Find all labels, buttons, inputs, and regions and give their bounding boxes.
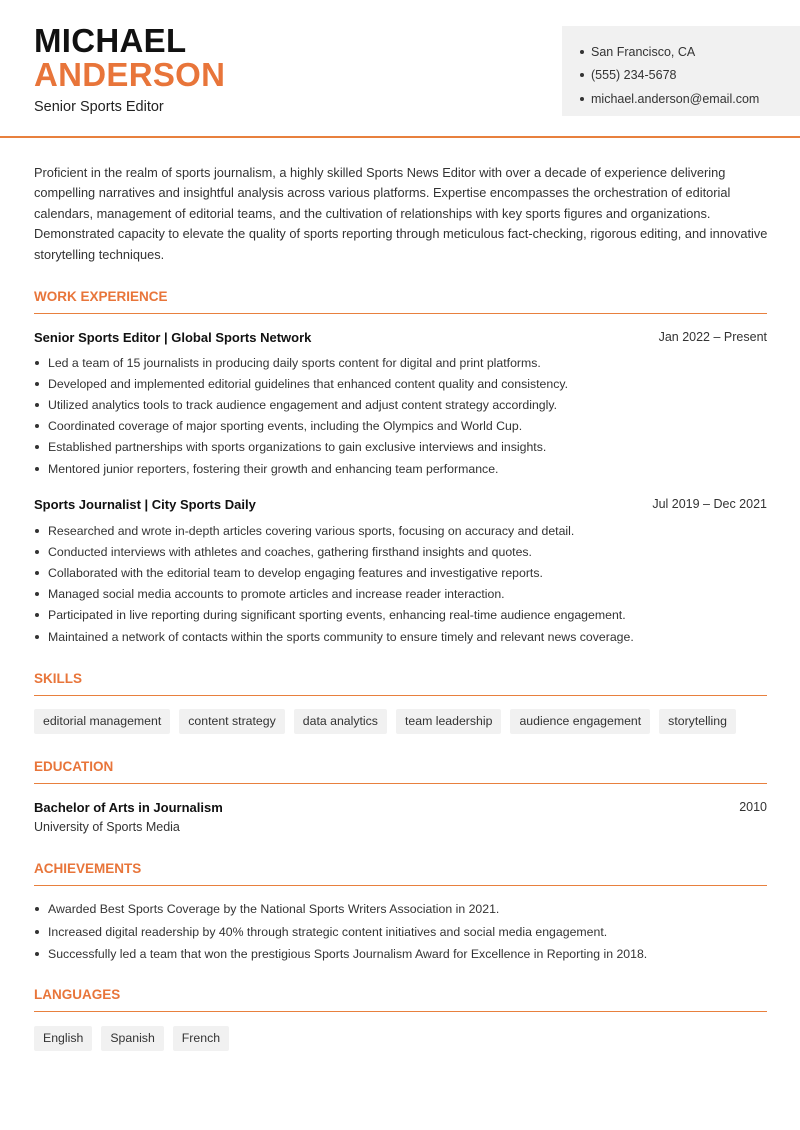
language-tag: English: [34, 1026, 92, 1051]
job-role: Senior Sports Editor | Global Sports Network: [34, 330, 312, 345]
list-item-text: Successfully led a team that won the prestigious Sports Journalism Award for Excellence in Reporting in 2018.: [48, 947, 648, 962]
list-item-text: Awarded Best Sports Coverage by the National Sports Writers Association in 2021.: [48, 902, 500, 917]
bullet-icon: [35, 571, 39, 575]
contact-email: [580, 87, 800, 111]
bullet-icon: [35, 550, 39, 554]
bullet-icon: [35, 424, 39, 428]
job-dates: Jul 2019 – Dec 2021: [652, 497, 767, 511]
language-tags: [34, 1026, 229, 1051]
bullet-icon: [580, 73, 584, 77]
list-item: [34, 416, 774, 437]
job-title: Senior Sports Editor: [34, 99, 164, 115]
job-header: [34, 497, 767, 512]
list-item: [34, 394, 774, 415]
section-title-skills: SKILLS: [34, 671, 767, 696]
bullet-icon: [35, 930, 39, 934]
list-item: [34, 921, 774, 944]
job-role: Sports Journalist | City Sports Daily: [34, 497, 256, 512]
section-title-achievements: ACHIEVEMENTS: [34, 861, 767, 886]
job-bullets: [34, 520, 774, 647]
list-item-text: Mentored junior reporters, fostering their growth and enhancing team performance.: [48, 461, 499, 476]
section-title-work-experience: WORK EXPERIENCE: [34, 289, 767, 314]
job-dates: Jan 2022 – Present: [658, 330, 767, 344]
list-item-text: Increased digital readership by 40% through strategic content initiatives and social media engagement.: [48, 924, 608, 939]
list-item: [34, 898, 774, 921]
bullet-icon: [35, 613, 39, 617]
bullet-icon: [35, 592, 39, 596]
contact-phone: [580, 64, 800, 88]
bullet-icon: [35, 403, 39, 407]
bullet-icon: [580, 50, 584, 54]
education-degree: Bachelor of Arts in Journalism: [34, 800, 223, 815]
job-bullets: [34, 352, 774, 479]
skill-tag: content strategy: [179, 709, 285, 734]
bullet-icon: [35, 445, 39, 449]
achievement-bullets: [34, 898, 774, 966]
skill-tag: storytelling: [659, 709, 736, 734]
list-item: [34, 943, 774, 966]
bullet-icon: [35, 907, 39, 911]
section-title-education: EDUCATION: [34, 759, 767, 784]
bullet-icon: [35, 635, 39, 639]
list-item-text: Collaborated with the editorial team to develop engaging features and investigative reports.: [48, 565, 543, 580]
contact-location-text: San Francisco, CA: [591, 44, 696, 59]
list-item: [34, 605, 774, 626]
skills-tags: [34, 709, 736, 734]
education-year: 2010: [739, 800, 767, 814]
bullet-icon: [35, 361, 39, 365]
list-item-text: Conducted interviews with athletes and coaches, gathering firsthand insights and quotes.: [48, 544, 532, 559]
first-name: MICHAEL: [34, 22, 187, 59]
list-item: [34, 520, 774, 541]
language-tag: Spanish: [101, 1026, 163, 1051]
profile-summary: Proficient in the realm of sports journalism, a highly skilled Sports News Editor with over a decade of experience delivering compelling narratives and insightful analysis across various platforms. Expertise encompasses the orchestration of editorial calendars, management of editorial teams, and the cultivation of relationships with key sports figures and organizations. Demonstrated capacity to elevate the quality of sports reporting through meticulous fact-checking, rigorous editing, and innovative storytelling techniques.: [34, 165, 768, 262]
contact-location: [580, 40, 800, 64]
list-item-text: Established partnerships with sports organizations to gain exclusive interviews and insights.: [48, 440, 547, 455]
list-item: [34, 352, 774, 373]
list-item: [34, 437, 774, 458]
skill-tag: audience engagement: [510, 709, 650, 734]
list-item-text: Researched and wrote in-depth articles covering various sports, focusing on accuracy and detail.: [48, 523, 575, 538]
last-name: ANDERSON: [34, 56, 226, 93]
list-item-text: Maintained a network of contacts within the sports community to ensure timely and relevant news coverage.: [48, 629, 634, 644]
list-item-text: Managed social media accounts to promote articles and increase reader interaction.: [48, 587, 505, 602]
list-item-text: Led a team of 15 journalists in producing daily sports content for digital and print platforms.: [48, 355, 541, 370]
resume-header: [0, 0, 800, 138]
list-item: [34, 373, 774, 394]
education-header: [34, 800, 767, 815]
list-item: [34, 458, 774, 479]
list-item-text: Developed and implemented editorial guidelines that enhanced content quality and consistency.: [48, 376, 568, 391]
skill-tag: data analytics: [294, 709, 387, 734]
bullet-icon: [35, 382, 39, 386]
education-school: University of Sports Media: [34, 820, 180, 834]
list-item-text: Utilized analytics tools to track audience engagement and adjust content strategy accordingly.: [48, 397, 558, 412]
contact-phone-text: (555) 234-5678: [591, 68, 677, 83]
job-header: [34, 330, 767, 345]
bullet-icon: [580, 97, 584, 101]
language-tag: French: [173, 1026, 229, 1051]
skill-tag: editorial management: [34, 709, 170, 734]
list-item: [34, 584, 774, 605]
bullet-icon: [35, 529, 39, 533]
list-item: [34, 626, 774, 647]
bullet-icon: [35, 952, 39, 956]
list-item: [34, 541, 774, 562]
bullet-icon: [35, 467, 39, 471]
contact-box: [562, 26, 800, 116]
list-item-text: Coordinated coverage of major sporting events, including the Olympics and World Cup.: [48, 419, 523, 434]
contact-email-text: michael.anderson@email.com: [591, 91, 760, 106]
skill-tag: team leadership: [396, 709, 502, 734]
list-item: [34, 562, 774, 583]
list-item-text: Participated in live reporting during significant sporting events, enhancing real-time audience engagement.: [48, 608, 626, 623]
section-title-languages: LANGUAGES: [34, 987, 767, 1012]
